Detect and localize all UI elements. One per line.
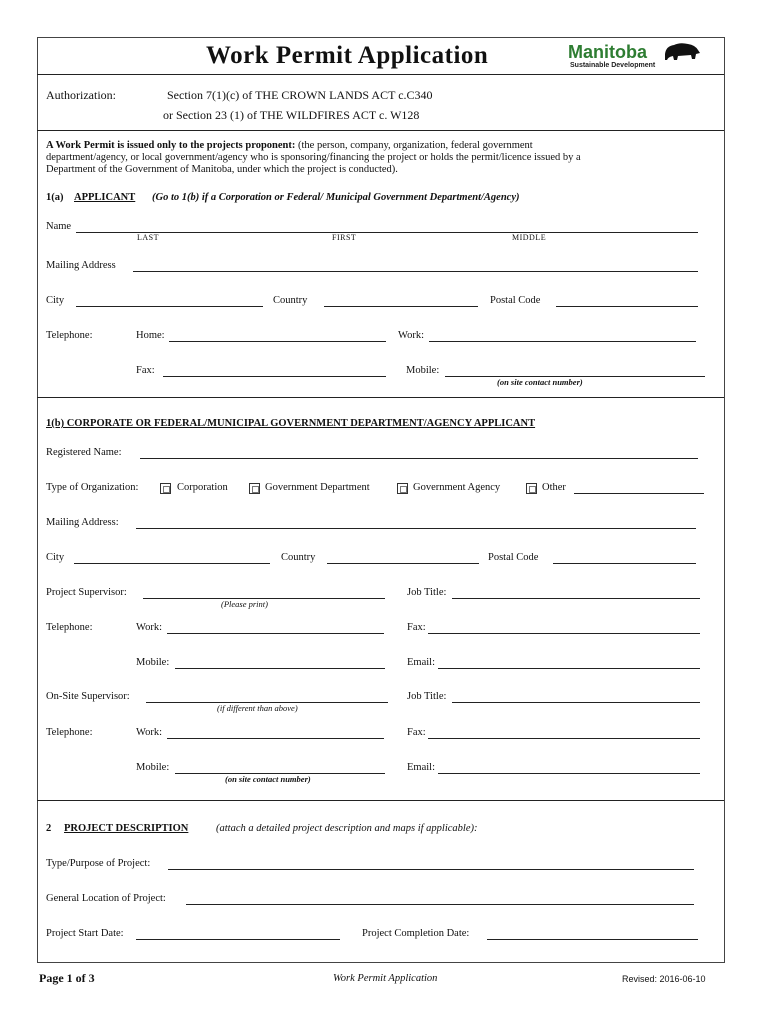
project-supervisor-label: Project Supervisor: [46,587,127,598]
section-1a-note: (Go to 1(b) if a Corporation or Federal/ Municipal Government Department/Agency) [152,192,520,203]
authorization-line2: or Section 23 (1) of THE WILDFIRES ACT c. W128 [163,108,420,122]
page-title: Work Permit Application [206,42,489,69]
postal-label: Postal Code [490,295,541,306]
project-location-label: General Location of Project: [46,893,166,904]
registered-name-label: Registered Name: [46,447,122,458]
name-label: Name [46,221,72,232]
section-2-number: 2 [46,823,52,834]
intro-bold: A Work Permit is issued only to the projects proponent: [46,140,296,151]
divider-2 [37,800,724,801]
corp-work-label: Work: [136,622,162,633]
fax-label: Fax: [136,365,155,376]
home-phone-field[interactable] [169,341,386,342]
supervisor-note: (Please print) [221,599,268,609]
page-number: Page 1 of 3 [39,971,95,985]
authorization-label: Authorization: [46,88,116,102]
section-1b-heading: 1(b) CORPORATE OR FEDERAL/MUNICIPAL GOVERNMENT DEPARTMENT/AGENCY APPLICANT [46,418,536,429]
telephone-label: Telephone: [46,330,93,341]
corp-city-field[interactable] [74,563,270,564]
divider-1b [37,397,724,398]
logo-wordmark: Manitoba [568,42,647,62]
section-2-heading: PROJECT DESCRIPTION [64,823,189,834]
work-label: Work: [398,330,424,341]
org-type-label: Type of Organization: [46,482,139,493]
onsite-supervisor-label: On-Site Supervisor: [46,691,130,702]
gov-agency-checkbox[interactable] [397,483,408,494]
onsite-telephone-label: Telephone: [46,727,93,738]
start-date-field[interactable] [136,939,340,940]
intro-line2: department/agency, or local government/agency who is sponsoring/financing the project or holds the permit/licence issued by a [46,152,581,163]
home-label: Home: [136,330,165,341]
corp-telephone-label: Telephone: [46,622,93,633]
corp-mailing-label: Mailing Address: [46,517,119,528]
name-last-caption: LAST [137,233,159,242]
mailing-label: Mailing Address [46,260,116,271]
intro-line1 [46,140,533,151]
project-type-label: Type/Purpose of Project: [46,858,151,869]
project-location-field[interactable] [186,904,694,905]
postal-field[interactable] [556,306,698,307]
corp-country-field[interactable] [327,563,479,564]
mailing-field[interactable] [133,271,698,272]
corp-email-label: Email: [407,657,435,668]
other-option: Other [542,482,566,493]
country-field[interactable] [324,306,478,307]
section-2-note: (attach a detailed project description and maps if applicable): [216,823,478,834]
corp-mailing-field[interactable] [136,528,696,529]
country-label: Country [273,295,308,306]
completion-date-label: Project Completion Date: [362,928,470,939]
onsite-mobile-note: (on site contact number) [225,774,311,784]
corp-mobile-label: Mobile: [136,657,170,668]
onsite-fax-field[interactable] [428,738,700,739]
city-field[interactable] [76,306,263,307]
corporation-option: Corporation [177,482,228,493]
gov-agency-option: Government Agency [413,482,501,493]
divider-header [37,74,724,75]
section-1a-heading: APPLICANT [74,192,136,203]
footer-title: Work Permit Application [333,973,438,984]
onsite-email-label: Email: [407,762,435,773]
job-title-field[interactable] [452,598,700,599]
corp-postal-field[interactable] [553,563,696,564]
project-type-field[interactable] [168,869,694,870]
other-checkbox[interactable] [526,483,537,494]
onsite-work-label: Work: [136,727,162,738]
logo-subtitle: Sustainable Development [570,62,656,69]
corp-fax-field[interactable] [428,633,700,634]
other-field[interactable] [574,493,704,494]
corp-country-label: Country [281,552,316,563]
onsite-work-field[interactable] [167,738,384,739]
onsite-mobile-label: Mobile: [136,762,170,773]
section-1a-number: 1(a) [46,192,64,203]
name-first-caption: FIRST [332,233,357,242]
city-label: City [46,295,65,306]
name-middle-caption: MIDDLE [512,233,547,242]
corp-fax-label: Fax: [407,622,426,633]
corp-mobile-field[interactable] [175,668,385,669]
onsite-note: (if different than above) [217,703,298,713]
authorization-line1: Section 7(1)(c) of THE CROWN LANDS ACT c.C340 [167,88,433,102]
intro-line3: Department of the Government of Manitoba, under which the project is conducted). [46,164,398,175]
corporation-checkbox[interactable] [160,483,171,494]
corp-postal-label: Postal Code [488,552,539,563]
job-title-label: Job Title: [407,587,447,598]
corp-work-field[interactable] [167,633,384,634]
divider-auth [37,130,724,131]
onsite-email-field[interactable] [438,773,700,774]
mobile-note: (on site contact number) [497,377,583,387]
registered-name-field[interactable] [140,458,698,459]
mobile-label: Mobile: [406,365,440,376]
start-date-label: Project Start Date: [46,928,124,939]
onsite-job-title-label: Job Title: [407,691,447,702]
gov-department-checkbox[interactable] [249,483,260,494]
onsite-fax-label: Fax: [407,727,426,738]
fax-field[interactable] [163,376,386,377]
intro-l1: (the person, company, organization, federal government [298,140,533,151]
bison-icon [662,40,702,62]
manitoba-logo [568,40,708,74]
revised-date: Revised: 2016-06-10 [622,974,706,984]
onsite-job-title-field[interactable] [452,702,700,703]
name-field[interactable] [76,232,698,233]
gov-department-option: Government Department [265,482,370,493]
corp-email-field[interactable] [438,668,700,669]
corp-city-label: City [46,552,65,563]
work-phone-field[interactable] [429,341,696,342]
completion-date-field[interactable] [487,939,698,940]
